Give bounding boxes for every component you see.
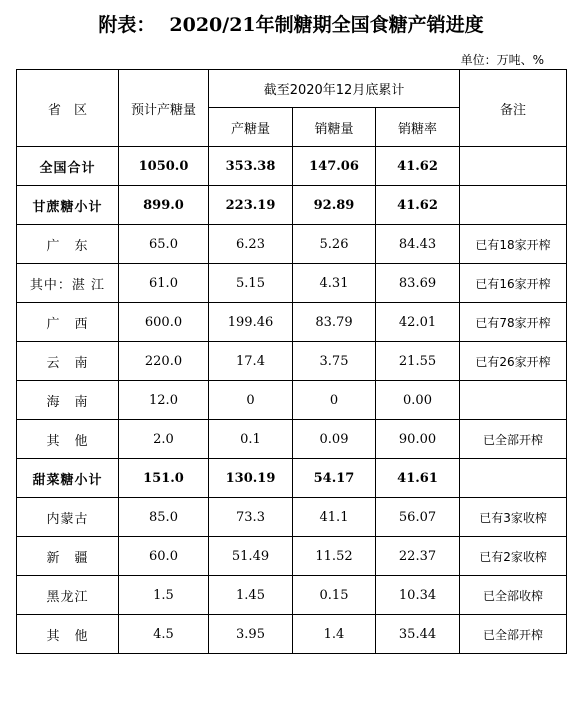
header-cumulative: 截至2020年12月底累计 <box>209 70 460 108</box>
cell-remark: 已有26家开榨 <box>460 342 567 381</box>
cell-province: 云 南 <box>17 342 119 381</box>
cell-remark <box>460 459 567 498</box>
title-text: 2020/21年制糖期全国食糖产销进度 <box>169 14 484 36</box>
cell-production: 0 <box>209 381 293 420</box>
cell-province: 其 他 <box>17 615 119 654</box>
cell-sales: 11.52 <box>293 537 376 576</box>
cell-remark: 已全部收榨 <box>460 576 567 615</box>
table-row <box>17 303 567 342</box>
cell-sales: 92.89 <box>293 186 376 225</box>
cell-planned: 151.0 <box>119 459 209 498</box>
cell-province: 新 疆 <box>17 537 119 576</box>
cell-rate: 21.55 <box>376 342 460 381</box>
cell-production: 130.19 <box>209 459 293 498</box>
cell-planned: 65.0 <box>119 225 209 264</box>
header-sales: 销糖量 <box>293 108 376 147</box>
table-row <box>17 615 567 654</box>
cell-planned: 4.5 <box>119 615 209 654</box>
cell-planned: 61.0 <box>119 264 209 303</box>
cell-province: 甘蔗糖小计 <box>17 186 119 225</box>
cell-province: 广 东 <box>17 225 119 264</box>
cell-planned: 220.0 <box>119 342 209 381</box>
cell-remark: 已全部开榨 <box>460 420 567 459</box>
cell-remark: 已有18家开榨 <box>460 225 567 264</box>
cell-province: 内蒙古 <box>17 498 119 537</box>
cell-rate: 56.07 <box>376 498 460 537</box>
page-title <box>0 10 582 37</box>
cell-province: 全国合计 <box>17 147 119 186</box>
cell-rate: 0.00 <box>376 381 460 420</box>
table-row-national-total <box>17 147 567 186</box>
cell-rate: 22.37 <box>376 537 460 576</box>
sugar-progress-table <box>16 69 567 654</box>
cell-sales: 54.17 <box>293 459 376 498</box>
cell-planned: 2.0 <box>119 420 209 459</box>
cell-production: 0.1 <box>209 420 293 459</box>
table-row <box>17 225 567 264</box>
cell-remark <box>460 147 567 186</box>
cell-rate: 41.62 <box>376 186 460 225</box>
cell-sales: 0.09 <box>293 420 376 459</box>
cell-production: 17.4 <box>209 342 293 381</box>
cell-production: 1.45 <box>209 576 293 615</box>
cell-sales: 83.79 <box>293 303 376 342</box>
cell-production: 3.95 <box>209 615 293 654</box>
cell-province: 广 西 <box>17 303 119 342</box>
cell-production: 199.46 <box>209 303 293 342</box>
cell-planned: 85.0 <box>119 498 209 537</box>
header-rate: 销糖率 <box>376 108 460 147</box>
cell-rate: 41.62 <box>376 147 460 186</box>
cell-planned: 60.0 <box>119 537 209 576</box>
cell-production: 5.15 <box>209 264 293 303</box>
cell-remark: 已全部开榨 <box>460 615 567 654</box>
cell-remark: 已有78家开榨 <box>460 303 567 342</box>
cell-province: 海 南 <box>17 381 119 420</box>
unit-label: 单位：万吨、% <box>460 53 544 67</box>
cell-sales: 3.75 <box>293 342 376 381</box>
cell-production: 353.38 <box>209 147 293 186</box>
table-row <box>17 498 567 537</box>
cell-province: 黑龙江 <box>17 576 119 615</box>
cell-rate: 42.01 <box>376 303 460 342</box>
header-remarks: 备注 <box>460 70 567 147</box>
table-row-cane-subtotal <box>17 186 567 225</box>
cell-sales: 0.15 <box>293 576 376 615</box>
cell-sales: 0 <box>293 381 376 420</box>
cell-sales: 147.06 <box>293 147 376 186</box>
cell-province: 甜菜糖小计 <box>17 459 119 498</box>
cell-remark: 已有2家收榨 <box>460 537 567 576</box>
title-prefix: 附表： <box>98 14 156 36</box>
header-production: 产糖量 <box>209 108 293 147</box>
table-row <box>17 381 567 420</box>
header-province: 省 区 <box>17 70 119 147</box>
cell-rate: 35.44 <box>376 615 460 654</box>
cell-remark <box>460 186 567 225</box>
cell-sales: 5.26 <box>293 225 376 264</box>
cell-production: 223.19 <box>209 186 293 225</box>
table-row <box>17 264 567 303</box>
cell-planned: 600.0 <box>119 303 209 342</box>
cell-remark: 已有16家开榨 <box>460 264 567 303</box>
cell-sales: 1.4 <box>293 615 376 654</box>
cell-planned: 1050.0 <box>119 147 209 186</box>
cell-planned: 899.0 <box>119 186 209 225</box>
cell-remark: 已有3家收榨 <box>460 498 567 537</box>
cell-province: 其 他 <box>17 420 119 459</box>
cell-planned: 1.5 <box>119 576 209 615</box>
cell-production: 51.49 <box>209 537 293 576</box>
table-row <box>17 537 567 576</box>
cell-sales: 4.31 <box>293 264 376 303</box>
cell-planned: 12.0 <box>119 381 209 420</box>
cell-rate: 90.00 <box>376 420 460 459</box>
table-row <box>17 576 567 615</box>
header-planned: 预计产糖量 <box>119 70 209 147</box>
cell-rate: 83.69 <box>376 264 460 303</box>
cell-production: 73.3 <box>209 498 293 537</box>
table-row-beet-subtotal <box>17 459 567 498</box>
cell-rate: 10.34 <box>376 576 460 615</box>
table-row <box>17 342 567 381</box>
cell-remark <box>460 381 567 420</box>
cell-production: 6.23 <box>209 225 293 264</box>
cell-rate: 41.61 <box>376 459 460 498</box>
cell-rate: 84.43 <box>376 225 460 264</box>
cell-province: 其中：湛 江 <box>17 264 119 303</box>
cell-sales: 41.1 <box>293 498 376 537</box>
table-row <box>17 420 567 459</box>
